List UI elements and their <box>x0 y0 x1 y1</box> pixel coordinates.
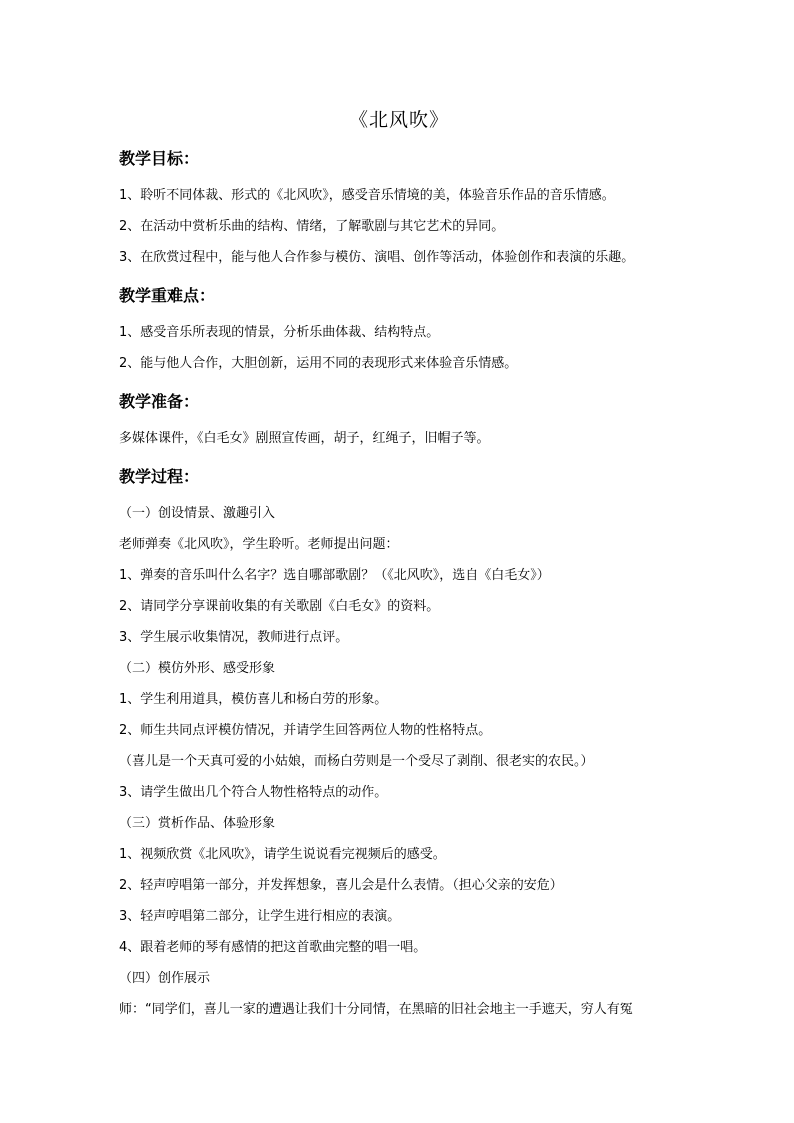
process-part4-heading: （四）创作展示 <box>119 971 211 986</box>
section-heading-process: 教学过程： <box>119 467 200 486</box>
goal-item-3: 3、在欣赏过程中，能与他人合作参与模仿、演唱、创作等活动，体验创作和表演的乐趣。 <box>119 250 635 265</box>
process-part1-item: 老师弹奏《北风吹》，学生聆听。老师提出问题： <box>119 537 399 552</box>
process-part2-item: 2、师生共同点评模仿情况，并请学生回答两位人物的性格特点。 <box>119 723 492 738</box>
preparation-item-1: 多媒体课件，《白毛女》剧照宣传画，胡子，红绳子，旧帽子等。 <box>119 431 490 446</box>
process-part2-item: （喜儿是一个天真可爱的小姑娘，而杨白劳则是一个受尽了剥削、很老实的农民。） <box>119 754 594 769</box>
section-heading-preparation: 教学准备： <box>119 392 200 411</box>
document-title: 《北风吹》 <box>348 109 449 131</box>
process-part1-item: 3、学生展示收集情况，教师进行点评。 <box>119 630 349 645</box>
section-heading-key-points: 教学重难点： <box>119 286 216 305</box>
goal-item-1: 1、聆听不同体裁、形式的《北风吹》，感受音乐情境的美，体验音乐作品的音乐情感。 <box>119 188 615 203</box>
section-heading-goals: 教学目标： <box>119 149 200 168</box>
document-body <box>119 100 679 1025</box>
process-part2-heading: （二）模仿外形、感受形象 <box>119 661 276 676</box>
process-part2-item: 1、学生利用道具，模仿喜儿和杨白劳的形象。 <box>119 692 388 707</box>
process-part3-item: 3、轻声哼唱第二部分，让学生进行相应的表演。 <box>119 909 401 924</box>
process-part4-item: 师：“同学们，喜儿一家的遭遇让我们十分同情，在黑暗的旧社会地主一手遮天，穷人有冤 <box>119 1002 633 1017</box>
key-point-item-1: 1、感受音乐所表现的情景，分析乐曲体裁、结构特点。 <box>119 325 440 340</box>
process-part3-item: 2、轻声哼唱第一部分，并发挥想象，喜儿会是什么表情。（担心父亲的安危） <box>119 878 563 893</box>
process-part1-item: 1、弹奏的音乐叫什么名字？选自哪部歌剧？（《北风吹》，选自《白毛女》） <box>119 568 550 583</box>
goal-item-2: 2、在活动中赏析乐曲的结构、情绪，了解歌剧与其它艺术的异同。 <box>119 219 505 234</box>
key-point-item-2: 2、能与他人合作，大胆创新，运用不同的表现形式来体验音乐情感。 <box>119 356 518 371</box>
process-part3-heading: （三）赏析作品、体验形象 <box>119 816 276 831</box>
process-part3-item: 4、跟着老师的琴有感情的把这首歌曲完整的唱一唱。 <box>119 940 427 955</box>
process-part1-item: 2、请同学分享课前收集的有关歌剧《白毛女》的资料。 <box>119 599 440 614</box>
process-part2-item: 3、请学生做出几个符合人物性格特点的动作。 <box>119 785 388 800</box>
process-part3-item: 1、视频欣赏《北风吹》，请学生说说看完视频后的感受。 <box>119 847 446 862</box>
process-part1-heading: （一）创设情景、激趣引入 <box>119 506 276 521</box>
